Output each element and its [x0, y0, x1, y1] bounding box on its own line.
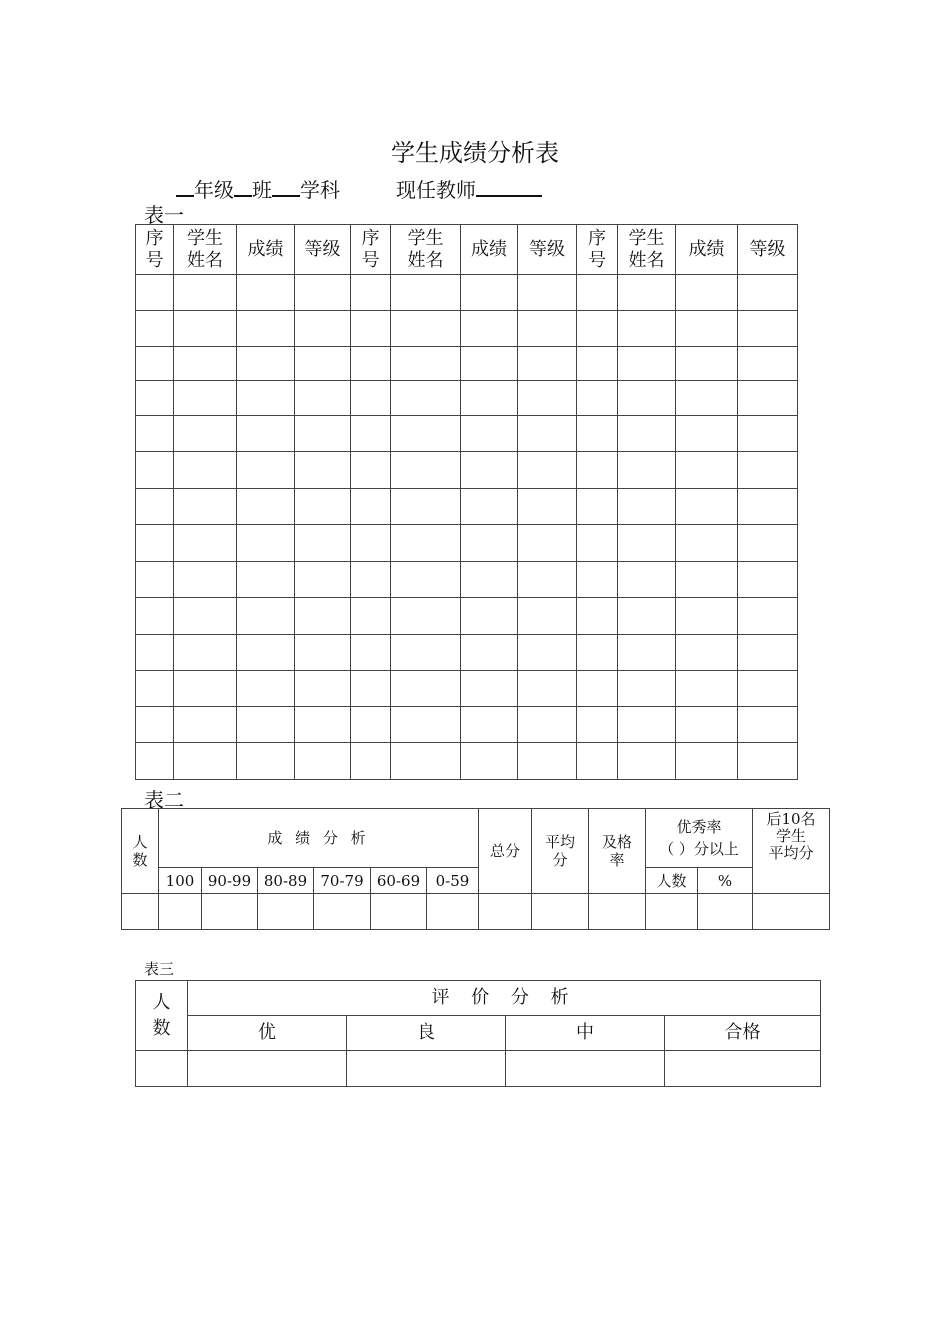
t2-average-header: 平均 分 — [532, 809, 589, 894]
score-cell[interactable] — [351, 707, 391, 743]
score-cell[interactable] — [738, 311, 798, 347]
score-cell[interactable] — [618, 416, 676, 452]
score-cell[interactable] — [738, 671, 798, 707]
t1-header-10: 成绩 — [676, 225, 738, 275]
t3-data-cell[interactable] — [188, 1051, 347, 1087]
table-row — [136, 598, 798, 635]
score-cell[interactable] — [295, 707, 351, 743]
score-cell[interactable] — [461, 381, 518, 416]
score-cell[interactable] — [136, 598, 174, 635]
t2-data-cell[interactable] — [314, 894, 371, 930]
score-cell[interactable] — [391, 562, 461, 598]
score-cell[interactable] — [618, 311, 676, 347]
subject-blank[interactable] — [272, 175, 300, 197]
score-cell[interactable] — [676, 275, 738, 311]
score-cell[interactable] — [618, 489, 676, 525]
score-cell[interactable] — [295, 381, 351, 416]
score-cell[interactable] — [136, 489, 174, 525]
class-label: 班 — [252, 178, 272, 202]
score-cell[interactable] — [351, 347, 391, 381]
score-cell[interactable] — [136, 562, 174, 598]
score-cell[interactable] — [676, 489, 738, 525]
score-cell[interactable] — [618, 707, 676, 743]
score-cell[interactable] — [136, 381, 174, 416]
score-cell[interactable] — [237, 381, 295, 416]
table1-header-row — [136, 225, 798, 275]
score-cell[interactable] — [295, 347, 351, 381]
score-cell[interactable] — [618, 381, 676, 416]
score-cell[interactable] — [174, 525, 237, 562]
table-row — [136, 671, 798, 707]
score-cell[interactable] — [237, 452, 295, 489]
score-table — [135, 224, 798, 780]
score-cell[interactable] — [351, 635, 391, 671]
t2-range-header-3: 70-79 — [314, 868, 371, 894]
score-cell[interactable] — [676, 381, 738, 416]
table-row — [136, 562, 798, 598]
score-cell[interactable] — [577, 416, 618, 452]
score-cell[interactable] — [461, 598, 518, 635]
subtitle-line — [176, 174, 542, 203]
score-cell[interactable] — [618, 347, 676, 381]
t3-data-cell[interactable] — [506, 1051, 665, 1087]
score-cell[interactable] — [518, 562, 577, 598]
score-cell[interactable] — [738, 743, 798, 780]
score-cell[interactable] — [738, 635, 798, 671]
score-cell[interactable] — [461, 635, 518, 671]
t2-data-cell[interactable] — [753, 894, 830, 930]
score-cell[interactable] — [738, 525, 798, 562]
t3-level-header-3: 合格 — [665, 1016, 821, 1051]
t3-data-cell[interactable] — [665, 1051, 821, 1087]
table-row — [136, 381, 798, 416]
score-cell[interactable] — [351, 416, 391, 452]
t2-data-cell[interactable] — [589, 894, 646, 930]
score-cell[interactable] — [237, 562, 295, 598]
t1-header-1: 学生 姓名 — [174, 225, 237, 275]
score-cell[interactable] — [136, 311, 174, 347]
score-cell[interactable] — [351, 452, 391, 489]
score-cell[interactable] — [237, 311, 295, 347]
score-cell[interactable] — [618, 452, 676, 489]
score-cell[interactable] — [295, 311, 351, 347]
score-cell[interactable] — [738, 381, 798, 416]
score-cell[interactable] — [136, 452, 174, 489]
score-cell[interactable] — [676, 743, 738, 780]
score-cell[interactable] — [676, 598, 738, 635]
score-cell[interactable] — [174, 707, 237, 743]
t2-excellent-header: 优秀率 （ ）分以上 — [646, 809, 753, 868]
score-cell[interactable] — [461, 562, 518, 598]
t2-range-header-1: 90-99 — [202, 868, 258, 894]
grade-label: 年级 — [194, 178, 234, 202]
t2-excellent-count-header: 人数 — [646, 868, 698, 894]
t2-data-cell[interactable] — [258, 894, 314, 930]
score-cell[interactable] — [461, 743, 518, 780]
score-cell[interactable] — [461, 452, 518, 489]
evaluation-table — [135, 980, 821, 1087]
t3-eval-header: 评 价 分 析 — [188, 981, 821, 1016]
score-cell[interactable] — [461, 489, 518, 525]
score-cell[interactable] — [136, 275, 174, 311]
score-cell[interactable] — [391, 347, 461, 381]
score-cell[interactable] — [295, 598, 351, 635]
score-cell[interactable] — [676, 416, 738, 452]
score-cell[interactable] — [518, 743, 577, 780]
table-row — [136, 489, 798, 525]
t2-range-header-2: 80-89 — [258, 868, 314, 894]
score-cell[interactable] — [237, 275, 295, 311]
score-cell[interactable] — [237, 598, 295, 635]
score-cell[interactable] — [136, 525, 174, 562]
t3-data-cell[interactable] — [347, 1051, 506, 1087]
t2-data-cell[interactable] — [646, 894, 698, 930]
score-cell[interactable] — [391, 381, 461, 416]
score-cell[interactable] — [295, 743, 351, 780]
table2-caption: 表二 — [144, 788, 184, 812]
t3-level-header-1: 良 — [347, 1016, 506, 1051]
score-cell[interactable] — [577, 311, 618, 347]
table-row — [136, 743, 798, 780]
score-cell[interactable] — [618, 743, 676, 780]
score-cell[interactable] — [295, 452, 351, 489]
score-cell[interactable] — [391, 311, 461, 347]
score-cell[interactable] — [237, 525, 295, 562]
score-cell[interactable] — [391, 416, 461, 452]
score-cell[interactable] — [237, 635, 295, 671]
score-cell[interactable] — [351, 743, 391, 780]
score-cell[interactable] — [391, 275, 461, 311]
score-cell[interactable] — [518, 489, 577, 525]
t2-range-header-4: 60-69 — [371, 868, 427, 894]
score-cell[interactable] — [351, 598, 391, 635]
t2-bottom10-header: 后10名 学生 平均分 — [753, 809, 830, 894]
score-cell[interactable] — [618, 598, 676, 635]
score-cell[interactable] — [618, 635, 676, 671]
score-cell[interactable] — [577, 635, 618, 671]
score-cell[interactable] — [295, 525, 351, 562]
score-cell[interactable] — [174, 671, 237, 707]
score-cell[interactable] — [136, 635, 174, 671]
score-cell[interactable] — [391, 525, 461, 562]
score-cell[interactable] — [676, 707, 738, 743]
score-cell[interactable] — [174, 311, 237, 347]
score-cell[interactable] — [676, 635, 738, 671]
score-cell[interactable] — [618, 671, 676, 707]
score-cell[interactable] — [295, 562, 351, 598]
score-cell[interactable] — [518, 416, 577, 452]
score-cell[interactable] — [618, 275, 676, 311]
score-cell[interactable] — [174, 489, 237, 525]
score-cell[interactable] — [391, 635, 461, 671]
score-cell[interactable] — [351, 525, 391, 562]
t2-data-cell[interactable] — [159, 894, 202, 930]
t1-header-3: 等级 — [295, 225, 351, 275]
score-cell[interactable] — [738, 489, 798, 525]
score-cell[interactable] — [351, 671, 391, 707]
score-cell[interactable] — [174, 381, 237, 416]
score-cell[interactable] — [518, 525, 577, 562]
score-cell[interactable] — [237, 347, 295, 381]
score-cell[interactable] — [676, 347, 738, 381]
score-cell[interactable] — [618, 525, 676, 562]
score-cell[interactable] — [577, 381, 618, 416]
t2-excellent-percent-header: % — [698, 868, 753, 894]
score-cell[interactable] — [391, 598, 461, 635]
score-cell[interactable] — [518, 275, 577, 311]
score-cell[interactable] — [577, 671, 618, 707]
score-cell[interactable] — [518, 311, 577, 347]
score-cell[interactable] — [676, 452, 738, 489]
score-cell[interactable] — [174, 635, 237, 671]
score-cell[interactable] — [577, 347, 618, 381]
score-cell[interactable] — [136, 671, 174, 707]
t1-header-6: 成绩 — [461, 225, 518, 275]
score-cell[interactable] — [136, 416, 174, 452]
t1-header-7: 等级 — [518, 225, 577, 275]
score-cell[interactable] — [518, 707, 577, 743]
score-cell[interactable] — [738, 275, 798, 311]
score-cell[interactable] — [351, 562, 391, 598]
score-cell[interactable] — [391, 743, 461, 780]
score-cell[interactable] — [237, 416, 295, 452]
score-cell[interactable] — [461, 525, 518, 562]
t1-header-2: 成绩 — [237, 225, 295, 275]
t1-header-0: 序 号 — [136, 225, 174, 275]
score-cell[interactable] — [577, 275, 618, 311]
t1-header-11: 等级 — [738, 225, 798, 275]
score-cell[interactable] — [461, 416, 518, 452]
score-cell[interactable] — [174, 743, 237, 780]
score-cell[interactable] — [738, 416, 798, 452]
t2-analysis-header: 成 绩 分 析 — [159, 809, 479, 868]
score-cell[interactable] — [295, 671, 351, 707]
score-cell[interactable] — [738, 347, 798, 381]
score-cell[interactable] — [174, 347, 237, 381]
score-cell[interactable] — [136, 707, 174, 743]
score-cell[interactable] — [174, 452, 237, 489]
score-cell[interactable] — [295, 635, 351, 671]
score-cell[interactable] — [351, 311, 391, 347]
grade-blank[interactable] — [176, 175, 194, 197]
score-cell[interactable] — [676, 525, 738, 562]
score-cell[interactable] — [136, 347, 174, 381]
t1-header-4: 序 号 — [351, 225, 391, 275]
table-row — [136, 452, 798, 489]
table-row — [136, 416, 798, 452]
score-cell[interactable] — [237, 743, 295, 780]
score-cell[interactable] — [461, 671, 518, 707]
score-cell[interactable] — [351, 489, 391, 525]
t2-data-cell[interactable] — [532, 894, 589, 930]
score-cell[interactable] — [518, 381, 577, 416]
subject-label: 学科 — [300, 178, 340, 202]
teacher-blank[interactable] — [476, 175, 542, 197]
score-cell[interactable] — [136, 743, 174, 780]
score-cell[interactable] — [237, 489, 295, 525]
score-cell[interactable] — [676, 562, 738, 598]
table3-caption: 表三 — [144, 960, 175, 978]
score-cell[interactable] — [676, 311, 738, 347]
score-cell[interactable] — [174, 275, 237, 311]
score-cell[interactable] — [577, 707, 618, 743]
page-title: 学生成绩分析表 — [391, 139, 559, 167]
score-cell[interactable] — [738, 452, 798, 489]
score-cell[interactable] — [391, 671, 461, 707]
score-cell[interactable] — [518, 598, 577, 635]
score-cell[interactable] — [577, 525, 618, 562]
score-cell[interactable] — [237, 707, 295, 743]
score-cell[interactable] — [577, 452, 618, 489]
t2-count-header: 人 数 — [122, 809, 159, 894]
score-cell[interactable] — [518, 635, 577, 671]
score-cell[interactable] — [577, 489, 618, 525]
t3-data-cell[interactable] — [136, 1051, 188, 1087]
t2-data-cell[interactable] — [427, 894, 479, 930]
score-cell[interactable] — [738, 562, 798, 598]
score-cell[interactable] — [391, 452, 461, 489]
t3-count-header: 人 数 — [136, 981, 188, 1051]
score-cell[interactable] — [295, 489, 351, 525]
t2-range-header-5: 0-59 — [427, 868, 479, 894]
score-cell[interactable] — [295, 275, 351, 311]
score-cell[interactable] — [461, 347, 518, 381]
score-cell[interactable] — [577, 562, 618, 598]
class-blank[interactable] — [234, 175, 252, 197]
score-cell[interactable] — [738, 707, 798, 743]
table-row — [136, 525, 798, 562]
score-cell[interactable] — [738, 598, 798, 635]
teacher-label: 现任教师 — [396, 178, 476, 202]
score-cell[interactable] — [174, 562, 237, 598]
score-cell[interactable] — [577, 743, 618, 780]
score-cell[interactable] — [174, 598, 237, 635]
table-row — [136, 707, 798, 743]
table-row — [136, 275, 798, 311]
table-row — [136, 635, 798, 671]
score-cell[interactable] — [618, 562, 676, 598]
t2-total-header: 总分 — [479, 809, 532, 894]
t1-header-9: 学生 姓名 — [618, 225, 676, 275]
score-cell[interactable] — [461, 707, 518, 743]
score-cell[interactable] — [174, 416, 237, 452]
score-cell[interactable] — [676, 671, 738, 707]
score-cell[interactable] — [518, 347, 577, 381]
table1-caption: 表一 — [144, 203, 184, 227]
table-row — [136, 311, 798, 347]
t3-level-header-2: 中 — [506, 1016, 665, 1051]
score-cell[interactable] — [295, 416, 351, 452]
table-row — [136, 347, 798, 381]
t1-header-5: 学生 姓名 — [391, 225, 461, 275]
score-cell[interactable] — [237, 671, 295, 707]
t2-range-header-0: 100 — [159, 868, 202, 894]
score-cell[interactable] — [518, 452, 577, 489]
t2-data-cell[interactable] — [479, 894, 532, 930]
t3-level-header-0: 优 — [188, 1016, 347, 1051]
t2-data-cell[interactable] — [698, 894, 753, 930]
score-cell[interactable] — [518, 671, 577, 707]
t1-header-8: 序 号 — [577, 225, 618, 275]
score-cell[interactable] — [351, 275, 391, 311]
score-cell[interactable] — [461, 275, 518, 311]
t2-data-cell[interactable] — [371, 894, 427, 930]
score-cell[interactable] — [391, 707, 461, 743]
score-cell[interactable] — [461, 311, 518, 347]
score-cell[interactable] — [391, 489, 461, 525]
t2-pass-rate-header: 及格 率 — [589, 809, 646, 894]
score-cell[interactable] — [577, 598, 618, 635]
analysis-table — [121, 808, 830, 930]
t2-data-cell[interactable] — [122, 894, 159, 930]
t2-data-cell[interactable] — [202, 894, 258, 930]
score-cell[interactable] — [351, 381, 391, 416]
